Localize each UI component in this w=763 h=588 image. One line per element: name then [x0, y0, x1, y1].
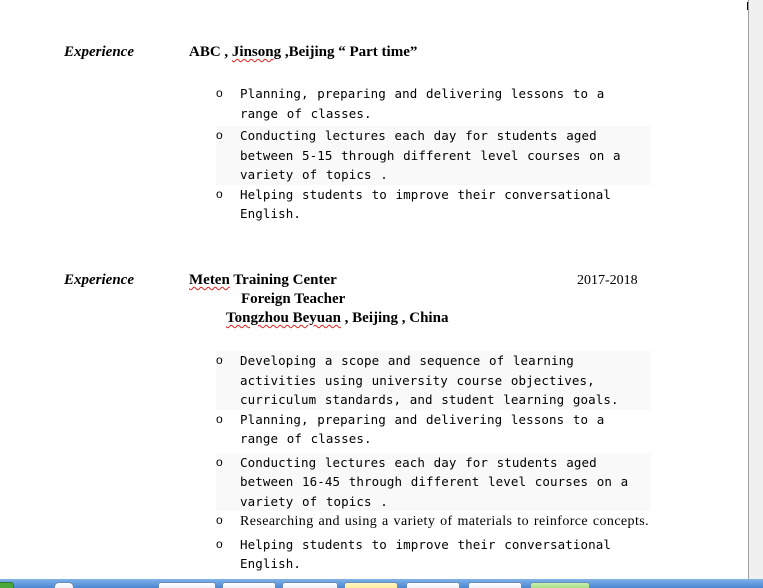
start-button[interactable] — [0, 582, 14, 588]
bullet-mark: o — [216, 411, 223, 426]
bullet-mark: o — [216, 128, 223, 142]
taskbar-button[interactable] — [344, 582, 398, 588]
section-label-1: Experience — [64, 44, 134, 60]
list-item: o Conducting lectures each day for students aged between 16-45 through different level courses on a variety of topics . — [216, 453, 651, 512]
list-item: o Helping students to improve their conversational English. — [216, 186, 612, 221]
list-item: o Planning, preparing and delivering lessons to a range of classes. — [216, 86, 605, 121]
vertical-scrollbar[interactable] — [748, 0, 763, 580]
list-item: o Conducting lectures each day for students aged between 5-15 through different level courses on a variety of topics . — [216, 126, 651, 185]
list-item: o Developing a scope and sequence of learning activities using university course objectives, curriculum standards, and student learning goals. — [216, 351, 651, 410]
bullet-mark: o — [216, 536, 223, 551]
bullet-list-2 — [216, 351, 651, 574]
bullet-mark: o — [216, 353, 223, 367]
organization: ABC — [189, 44, 221, 60]
taskbar-button[interactable] — [530, 582, 590, 588]
taskbar — [0, 579, 763, 588]
list-item: o Helping students to improve their conversational English. — [216, 536, 612, 571]
job-heading-2: Meten Training Center — [189, 272, 337, 288]
list-item: o Researching and using a variety of materials to reinforce concepts. — [216, 513, 649, 529]
list-item: o Planning, preparing and delivering lessons to a range of classes. — [216, 411, 605, 446]
bullet-mark: o — [216, 454, 223, 469]
job-location: Tongzhou Beyuan , Beijing , China — [226, 310, 449, 326]
job-heading-1: ABC , Jinsong ,Beijing “ Part time” — [189, 44, 418, 60]
bullet-list-1 — [216, 84, 651, 224]
bullet-mark: o — [216, 513, 223, 527]
taskbar-button[interactable] — [406, 582, 460, 588]
quick-launch-icon[interactable] — [54, 582, 74, 588]
place-name: Jinsong — [231, 44, 282, 60]
bullet-mark: o — [216, 186, 223, 201]
taskbar-button[interactable] — [222, 582, 276, 588]
taskbar-button[interactable] — [468, 582, 522, 588]
job-title: Foreign Teacher — [241, 291, 346, 307]
job-role: “ Part time” — [338, 44, 418, 60]
date-range: 2017-2018 — [577, 273, 638, 288]
section-label-2: Experience — [64, 272, 134, 288]
taskbar-button[interactable] — [282, 582, 338, 588]
organization: Meten — [189, 272, 230, 288]
bullet-mark: o — [216, 86, 223, 100]
taskbar-button[interactable] — [158, 582, 216, 588]
